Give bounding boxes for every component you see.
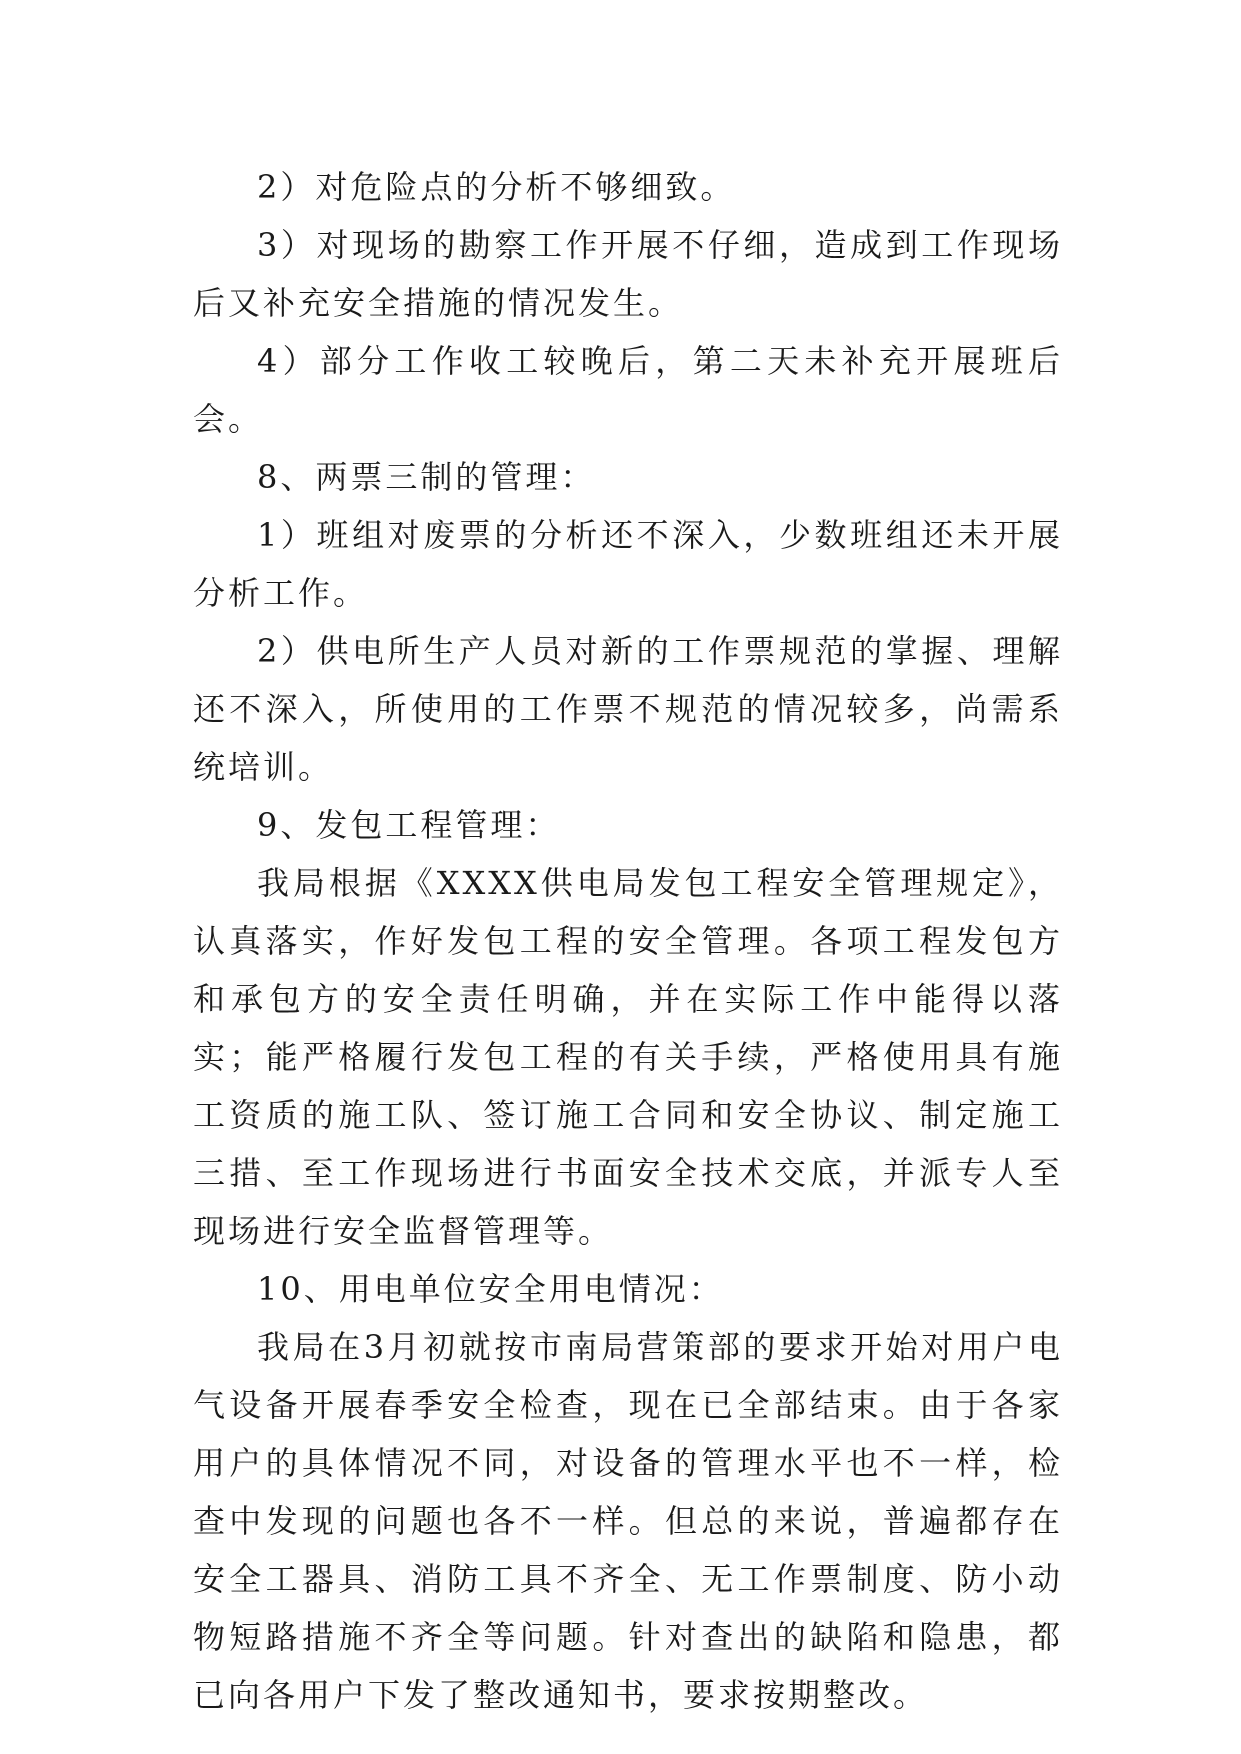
section-heading-9: 9、发包工程管理： — [257, 806, 561, 844]
document-body — [193, 158, 1063, 1724]
section-heading-10: 10、用电单位安全用电情况： — [257, 1270, 724, 1308]
paragraph-item-4: 4）部分工作收工较晚后，第二天未补充开展班后会。 — [193, 342, 1063, 438]
paragraph-item-3: 3）对现场的勘察工作开展不仔细，造成到工作现场后又补充安全措施的情况发生。 — [193, 226, 1063, 322]
paragraph-item-2: 2）对危险点的分析不够细致。 — [257, 168, 736, 206]
paragraph-item-8-1: 1）班组对废票的分析还不深入，少数班组还未开展分析工作。 — [193, 516, 1063, 612]
paragraph-contracting-management: 我局根据《XXXX供电局发包工程安全管理规定》，认真落实，作好发包工程的安全管理。各项工程发包方和承包方的安全责任明确，并在实际工作中能得以落实；能严格履行发包工程的有关手续，严格使用具有施工资质的施工队、签订施工合同和安全协议、制定施工三措、至工作现场进行书面安全技术交底，并派专人至现场进行安全监督管理等。 — [193, 864, 1063, 1250]
section-heading-8: 8、两票三制的管理： — [257, 458, 596, 496]
paragraph-item-8-2: 2）供电所生产人员对新的工作票规范的掌握、理解还不深入，所使用的工作票不规范的情况较多，尚需系统培训。 — [193, 632, 1063, 786]
paragraph-electricity-safety: 我局在3月初就按市南局营策部的要求开始对用户电气设备开展春季安全检查，现在已全部结束。由于各家用户的具体情况不同，对设备的管理水平也不一样，检查中发现的问题也各不一样。但总的来说，普遍都存在安全工器具、消防工具不齐全、无工作票制度、防小动物短路措施不齐全等问题。针对查出的缺陷和隐患，都已向各用户下发了整改通知书，要求按期整改。 — [193, 1328, 1063, 1714]
